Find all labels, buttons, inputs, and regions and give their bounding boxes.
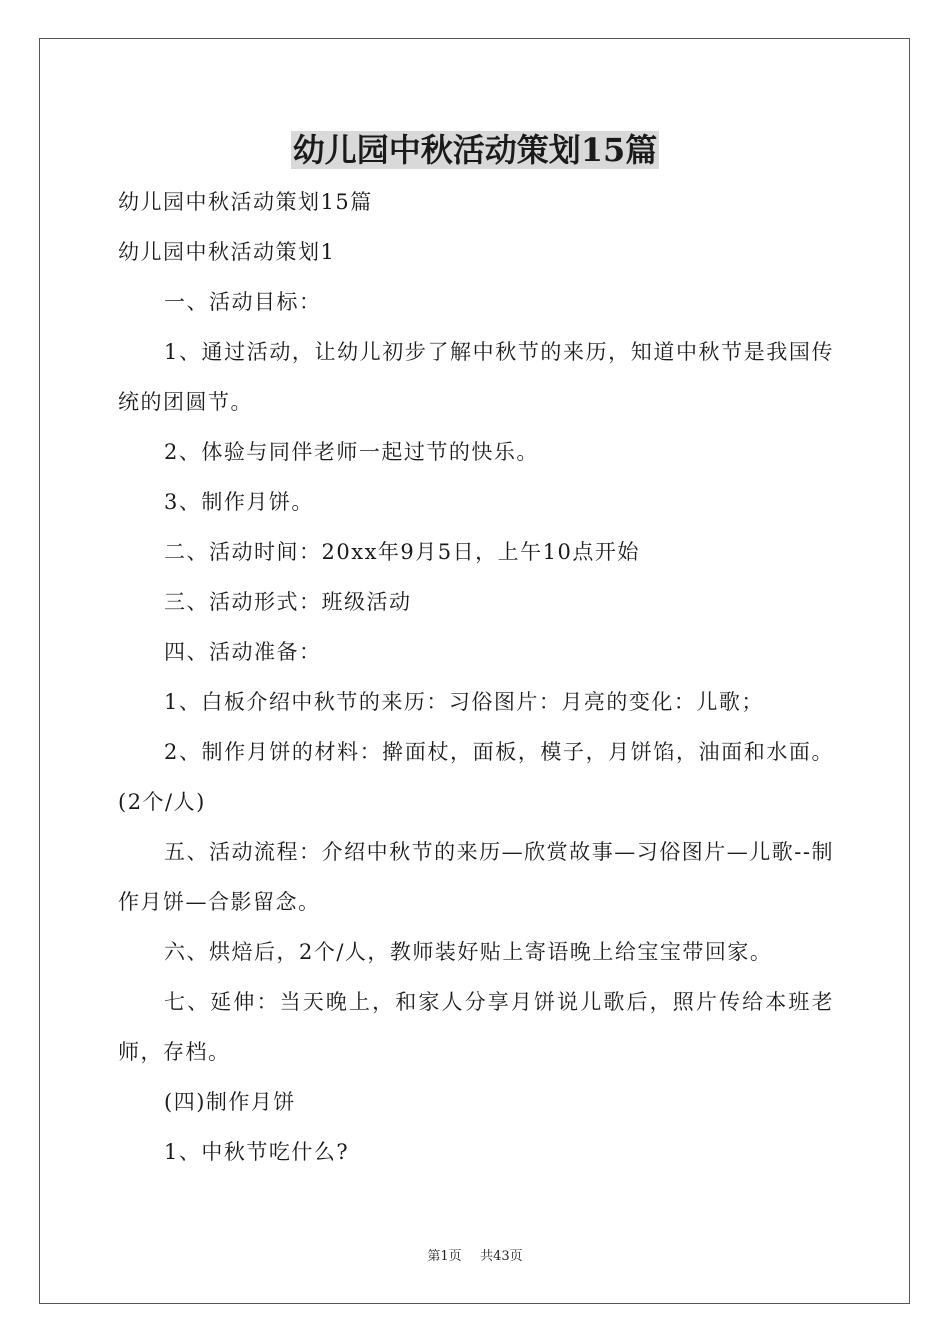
document-title [0,128,950,172]
page-number: 第1页 [427,1249,462,1264]
document-title-text: 幼儿园中秋活动策划15篇 [292,131,658,169]
paragraph: 2、体验与同伴老师一起过节的快乐。 [164,440,539,464]
paragraph: (四)制作月饼 [164,1090,296,1114]
paragraph: 幼儿园中秋活动策划15篇 [118,190,373,214]
paragraph: 一、活动目标： [164,290,322,314]
paragraph: 1、通过活动，让幼儿初步了解中秋节的来历，知道中秋节是我国传统的团圆节。 [118,340,834,414]
paragraph: 七、延伸：当天晚上，和家人分享月饼说儿歌后，照片传给本班老师，存档。 [118,990,834,1064]
paragraph: 1、白板介绍中秋节的来历：习俗图片：月亮的变化：儿歌； [164,690,764,714]
document-body [118,177,834,1177]
paragraph: 1、中秋节吃什么? [164,1140,350,1164]
page-footer [0,1247,950,1267]
paragraph: 四、活动准备： [164,640,322,664]
paragraph: 3、制作月饼。 [164,490,314,514]
paragraph: 2、制作月饼的材料：擀面杖，面板，模子，月饼馅，油面和水面。(2个/人) [118,740,834,814]
paragraph: 三、活动形式：班级活动 [164,590,412,614]
paragraph: 幼儿园中秋活动策划1 [118,240,336,264]
page-total: 共43页 [480,1249,523,1264]
paragraph: 二、活动时间：20xx年9月5日，上午10点开始 [164,540,640,564]
paragraph: 五、活动流程：介绍中秋节的来历—欣赏故事—习俗图片—儿歌--制作月饼—合影留念。 [118,840,834,914]
paragraph: 六、烘焙后，2个/人，教师装好贴上寄语晚上给宝宝带回家。 [164,940,773,964]
